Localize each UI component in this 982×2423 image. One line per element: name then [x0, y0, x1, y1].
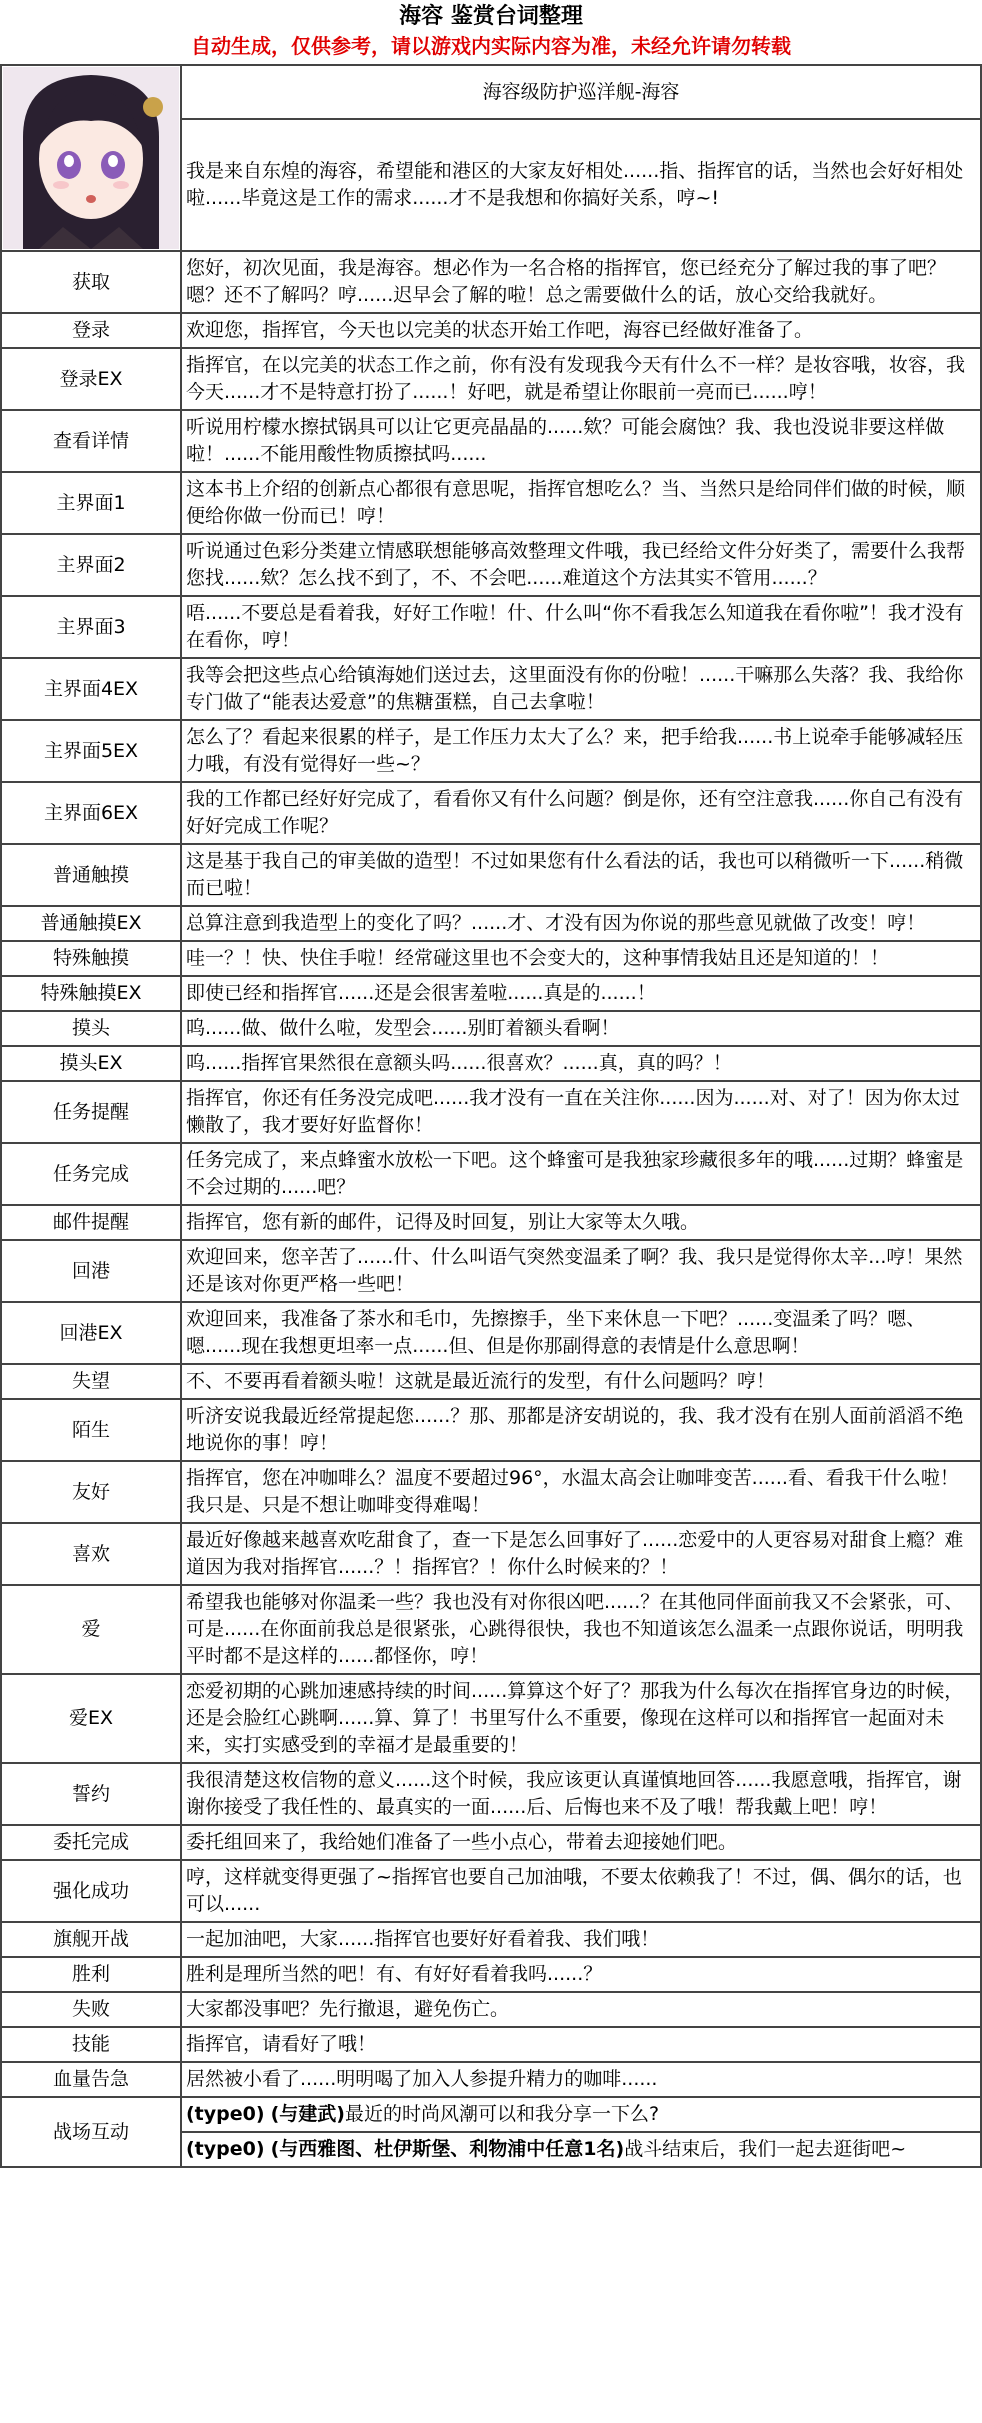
dialogue-text: 一起加油吧，大家......指挥官也要好好看着我、我们哦！	[181, 1922, 981, 1957]
dialogue-label: 血量告急	[1, 2062, 181, 2097]
dialogue-label: 主界面2	[1, 534, 181, 596]
dialogue-table	[0, 64, 982, 2168]
dialogue-row	[1, 1205, 981, 1240]
dialogue-label: 特殊触摸EX	[1, 976, 181, 1011]
dialogue-label: 普通触摸	[1, 844, 181, 906]
dialogue-text: 指挥官，您在冲咖啡么？温度不要超过96°，水温太高会让咖啡变苦......看、看我干什么啦！我只是、只是不想让咖啡变得难喝！	[181, 1461, 981, 1523]
dialogue-row	[1, 1364, 981, 1399]
dialogue-row	[1, 1992, 981, 2027]
dialogue-label: 失败	[1, 1992, 181, 2027]
dialogue-text: 呜......指挥官果然很在意额头吗......很喜欢？......真，真的吗？！	[181, 1046, 981, 1081]
dialogue-text: 这是基于我自己的审美做的造型！不过如果您有什么看法的话，我也可以稍微听一下......稍微而已啦！	[181, 844, 981, 906]
battle-line	[181, 2097, 981, 2132]
dialogue-row	[1, 472, 981, 534]
dialogue-text: 胜利是理所当然的吧！有、有好好看着我吗......？	[181, 1957, 981, 1992]
dialogue-row	[1, 1240, 981, 1302]
dialogue-row	[1, 1674, 981, 1763]
dialogue-label: 技能	[1, 2027, 181, 2062]
dialogue-text: 即使已经和指挥官......还是会很害羞啦......真是的......！	[181, 976, 981, 1011]
dialogue-text: 唔......不要总是看着我，好好工作啦！什、什么叫“你不看我怎么知道我在看你啦”！我才没有在看你，哼！	[181, 596, 981, 658]
dialogue-label: 获取	[1, 251, 181, 313]
dialogue-label: 誓约	[1, 1763, 181, 1825]
dialogue-text: 我等会把这些点心给镇海她们送过去，这里面没有你的份啦！......干嘛那么失落？我、我给你专门做了“能表达爱意”的焦糖蛋糕，自己去拿啦！	[181, 658, 981, 720]
dialogue-row	[1, 348, 981, 410]
disclaimer: 自动生成，仅供参考，请以游戏内实际内容为准，未经允许请勿转载	[191, 34, 791, 58]
dialogue-label: 查看详情	[1, 410, 181, 472]
dialogue-row	[1, 1081, 981, 1143]
dialogue-label: 登录EX	[1, 348, 181, 410]
dialogue-text: 欢迎回来，我准备了茶水和毛巾，先擦擦手，坐下来休息一下吧？......变温柔了吗？嗯、嗯......现在我想更坦率一点......但、但是你那副得意的表情是什么意思啊！	[181, 1302, 981, 1364]
battle-line-tag: (type0)	[186, 2103, 265, 2125]
dialogue-text: 怎么了？看起来很累的样子，是工作压力太大了么？来，把手给我......书上说牵手能够减轻压力哦，有没有觉得好一些~？	[181, 720, 981, 782]
dialogue-row	[1, 1011, 981, 1046]
dialogue-label: 回港	[1, 1240, 181, 1302]
dialogue-text: 听说用柠檬水擦拭锅具可以让它更亮晶晶的......欸？可能会腐蚀？我、我也没说非要这样做啦！......不能用酸性物质擦拭吗......	[181, 410, 981, 472]
dialogue-label: 回港EX	[1, 1302, 181, 1364]
dialogue-text: 希望我也能够对你温柔一些？我也没有对你很凶吧......？在其他同伴面前我又不会紧张，可、可是......在你面前我总是很紧张，心跳得很快，我也不知道该怎么温柔一点跟你说话，明明我平时都不是这样的......都怪你，哼！	[181, 1585, 981, 1674]
dialogue-text: 大家都没事吧？先行撤退，避免伤亡。	[181, 1992, 981, 2027]
dialogue-text: 这本书上介绍的创新点心都很有意思呢，指挥官想吃么？当、当然只是给同伴们做的时候，顺便给你做一份而已！哼！	[181, 472, 981, 534]
profile-row-name	[1, 65, 981, 119]
dialogue-row	[1, 844, 981, 906]
dialogue-label: 任务提醒	[1, 1081, 181, 1143]
dialogue-label: 失望	[1, 1364, 181, 1399]
dialogue-label: 友好	[1, 1461, 181, 1523]
dialogue-label: 摸头	[1, 1011, 181, 1046]
dialogue-row	[1, 941, 981, 976]
dialogue-text: 不、不要再看着额头啦！这就是最近流行的发型，有什么问题吗？哼！	[181, 1364, 981, 1399]
dialogue-row	[1, 1399, 981, 1461]
dialogue-row	[1, 906, 981, 941]
dialogue-text: 居然被小看了......明明喝了加入人参提升精力的咖啡......	[181, 2062, 981, 2097]
dialogue-row	[1, 313, 981, 348]
dialogue-label: 胜利	[1, 1957, 181, 1992]
dialogue-label: 旗舰开战	[1, 1922, 181, 1957]
dialogue-row	[1, 1922, 981, 1957]
dialogue-row	[1, 1763, 981, 1825]
dialogue-text: 哇一？！快、快住手啦！经常碰这里也不会变大的，这种事情我姑且还是知道的！！	[181, 941, 981, 976]
dialogue-text: 指挥官，你还有任务没完成吧......我才没有一直在关注你......因为......对、对了！因为你太过懒散了，我才要好好监督你！	[181, 1081, 981, 1143]
battle-line-partner: (与建武)	[270, 2103, 345, 2125]
dialogue-row	[1, 1461, 981, 1523]
battle-label: 战场互动	[1, 2097, 181, 2167]
dialogue-row	[1, 410, 981, 472]
dialogue-text: 我的工作都已经好好完成了，看看你又有什么问题？倒是你，还有空注意我......你自己有没有好好完成工作呢？	[181, 782, 981, 844]
dialogue-text: 任务完成了，来点蜂蜜水放松一下吧。这个蜂蜜可是我独家珍藏很多年的哦......过期？蜂蜜是不会过期的......吧？	[181, 1143, 981, 1205]
dialogue-text: 欢迎您，指挥官，今天也以完美的状态开始工作吧，海容已经做好准备了。	[181, 313, 981, 348]
battle-line-partner: (与西雅图、杜伊斯堡、利物浦中任意1名)	[270, 2138, 625, 2160]
page-title: 海容 鉴赏台词整理	[399, 4, 583, 29]
dialogue-label: 摸头EX	[1, 1046, 181, 1081]
dialogue-row	[1, 658, 981, 720]
dialogue-label: 陌生	[1, 1399, 181, 1461]
character-portrait	[3, 67, 179, 249]
dialogue-label: 邮件提醒	[1, 1205, 181, 1240]
dialogue-text: 我很清楚这枚信物的意义......这个时候，我应该更认真谨慎地回答......我愿意哦，指挥官，谢谢你接受了我任性的、最真实的一面......后、后悔也来不及了哦！帮我戴上吧！哼！	[181, 1763, 981, 1825]
dialogue-row	[1, 1143, 981, 1205]
dialogue-row	[1, 1302, 981, 1364]
dialogue-label: 普通触摸EX	[1, 906, 181, 941]
dialogue-text: 听说通过色彩分类建立情感联想能够高效整理文件哦，我已经给文件分好类了，需要什么我帮您找......欸？怎么找不到了，不、不会吧......难道这个方法其实不管用......？	[181, 534, 981, 596]
battle-line-text: 最近的时尚风潮可以和我分享一下么?	[344, 2103, 660, 2125]
dialogue-row	[1, 1046, 981, 1081]
dialogue-row	[1, 976, 981, 1011]
dialogue-row	[1, 720, 981, 782]
dialogue-label: 爱	[1, 1585, 181, 1674]
dialogue-row	[1, 534, 981, 596]
dialogue-text: 哼，这样就变得更强了~指挥官也要自己加油哦，不要太依赖我了！不过，偶、偶尔的话，也可以......	[181, 1860, 981, 1922]
portrait-cell	[1, 65, 181, 251]
battle-row	[1, 2097, 981, 2132]
dialogue-label: 特殊触摸	[1, 941, 181, 976]
dialogue-row	[1, 1585, 981, 1674]
dialogue-text: 呜......做、做什么啦，发型会......别盯着额头看啊！	[181, 1011, 981, 1046]
character-portrait-illustration	[3, 67, 179, 249]
dialogue-text: 总算注意到我造型上的变化了吗？......才、才没有因为你说的那些意见就做了改变！哼！	[181, 906, 981, 941]
dialogue-text: 恋爱初期的心跳加速感持续的时间......算算这个好了？那我为什么每次在指挥官身边的时候，还是会脸红心跳啊......算、算了！书里写什么不重要，像现在这样可以和指挥官一起面对未来，实打实感受到的幸福才是最重要的！	[181, 1674, 981, 1763]
dialogue-row	[1, 2027, 981, 2062]
dialogue-label: 爱EX	[1, 1674, 181, 1763]
dialogue-label: 登录	[1, 313, 181, 348]
dialogue-row	[1, 251, 981, 313]
dialogue-text: 听济安说我最近经常提起您......？那、那都是济安胡说的，我、我才没有在别人面前滔滔不绝地说你的事！哼！	[181, 1399, 981, 1461]
dialogue-text: 欢迎回来，您辛苦了......什、什么叫语气突然变温柔了啊？我、我只是觉得你太辛...哼！果然还是该对你更严格一些吧！	[181, 1240, 981, 1302]
dialogue-row	[1, 1957, 981, 1992]
dialogue-label: 主界面3	[1, 596, 181, 658]
battle-line-text: 战斗结束后，我们一起去逛街吧~	[624, 2138, 907, 2160]
dialogue-text: 指挥官，在以完美的状态工作之前，你有没有发现我今天有什么不一样？是妆容哦，妆容，我今天......才不是特意打扮了......！好吧，就是希望让你眼前一亮而已......哼！	[181, 348, 981, 410]
dialogue-label: 强化成功	[1, 1860, 181, 1922]
dialogue-label: 主界面6EX	[1, 782, 181, 844]
dialogue-text: 指挥官，请看好了哦！	[181, 2027, 981, 2062]
dialogue-text: 您好，初次见面，我是海容。想必作为一名合格的指挥官，您已经充分了解过我的事了吧？嗯？还不了解吗？哼......迟早会了解的啦！总之需要做什么的话，放心交给我就好。	[181, 251, 981, 313]
dialogue-label: 委托完成	[1, 1825, 181, 1860]
dialogue-label: 主界面1	[1, 472, 181, 534]
ship-name: 海容级防护巡洋舰-海容	[181, 65, 981, 119]
dialogue-row	[1, 1825, 981, 1860]
dialogue-text: 指挥官，您有新的邮件，记得及时回复，别让大家等太久哦。	[181, 1205, 981, 1240]
dialogue-text: 委托组回来了，我给她们准备了一些小点心，带着去迎接她们吧。	[181, 1825, 981, 1860]
dialogue-label: 喜欢	[1, 1523, 181, 1585]
header	[0, 0, 982, 64]
battle-line-tag: (type0)	[186, 2138, 265, 2160]
self-intro-text: 我是来自东煌的海容，希望能和港区的大家友好相处......指、指挥官的话，当然也会好好相处啦......毕竟这是工作的需求......才不是我想和你搞好关系，哼~!	[181, 119, 981, 251]
dialogue-label: 主界面5EX	[1, 720, 181, 782]
dialogue-row	[1, 782, 981, 844]
dialogue-row	[1, 1860, 981, 1922]
dialogue-row	[1, 2062, 981, 2097]
dialogue-label: 主界面4EX	[1, 658, 181, 720]
battle-line	[181, 2132, 981, 2167]
dialogue-row	[1, 1523, 981, 1585]
dialogue-text: 最近好像越来越喜欢吃甜食了，查一下是怎么回事好了......恋爱中的人更容易对甜食上瘾？难道因为我对指挥官......？！指挥官？！你什么时候来的？！	[181, 1523, 981, 1585]
dialogue-label: 任务完成	[1, 1143, 181, 1205]
dialogue-row	[1, 596, 981, 658]
